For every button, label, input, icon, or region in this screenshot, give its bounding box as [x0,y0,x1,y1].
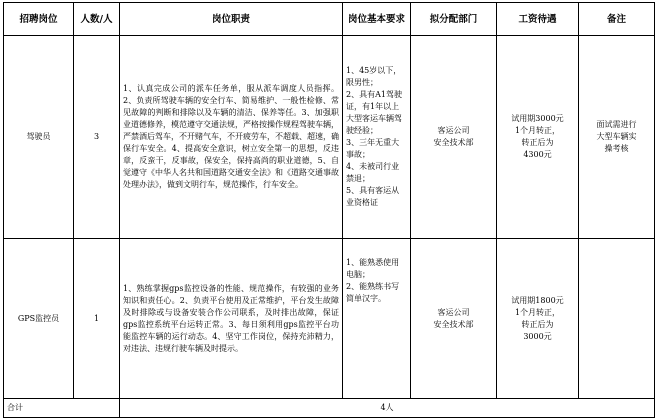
duties-cell: 1、认真完成公司的派车任务单，服从派车调度人员指挥。2、负责所驾驶车辆的安全行车、简易维护、一般性检修、常见故障的判断和排除以及车辆的清洁、保养等任。3、加强职业道德修养，模范遵守交通法规，严格按操作规程驾驶车辆，严禁酒后驾车，不开赌气车，不开疲劳车，不超载、超速，确保行车安全。4、提高安全意识，树立安全第一的思想，反违章，反蛮干，反事故，保安全，保持高尚的职业道德，5、自觉遵守《中华人名共和国道路交通安全法》和《道路交通事故处理办法》，做到文明行车，规范操作，行车安全。 [120,36,343,239]
header-count: 人数/人 [74,3,120,36]
department-cell: 客运公司 安全技术部 [411,239,497,399]
notes-cell: 面试需进行 大型车辆实 操考核 [579,36,655,239]
header-notes: 备注 [579,3,655,36]
requirements-cell: 1、45岁以下，限男性； 2、具有A1驾驶证，有1年以上大型客运车辆驾驶经验； 3、三年无重大事故； 4、未被司行业禁退； 5、具有客运从业资格证 [343,36,411,239]
total-row [4,399,655,418]
total-value: 4人 [120,399,655,418]
header-requirements: 岗位基本要求 [343,3,411,36]
position-cell: 驾驶员 [4,36,74,239]
salary-cell: 试用期3000元 1个月转正， 转正后为 4300元 [497,36,579,239]
requirements-cell: 1、能熟悉使用电脑； 2、能熟练书写简单汉字。 [343,239,411,399]
recruitment-table [3,2,655,418]
total-label: 合计 [4,399,120,418]
header-row [4,3,655,36]
header-salary: 工资待遇 [497,3,579,36]
count-cell: 1 [74,239,120,399]
count-cell: 3 [74,36,120,239]
notes-cell [579,239,655,399]
duties-cell: 1、熟练掌握gps监控设备的性能、规范操作，有较强的业务知识和责任心。2、负责平台使用及正常维护，平台发生故障及时排除或与设备安装合作公司联系，及时排出故障，保证gps监控系统平台运转正常。3、每日须利用gps监控平台功能监控车辆的运行动态。4、坚守工作岗位，保持充沛精力，对违法、违规行驶车辆及时提示。 [120,239,343,399]
table-row [4,36,655,239]
table-row [4,239,655,399]
department-cell: 客运公司 安全技术部 [411,36,497,239]
header-department: 拟分配部门 [411,3,497,36]
position-cell: GPS监控员 [4,239,74,399]
header-duties: 岗位职责 [120,3,343,36]
header-position: 招聘岗位 [4,3,74,36]
salary-cell: 试用期1800元 1个月转正， 转正后为 3000元 [497,239,579,399]
